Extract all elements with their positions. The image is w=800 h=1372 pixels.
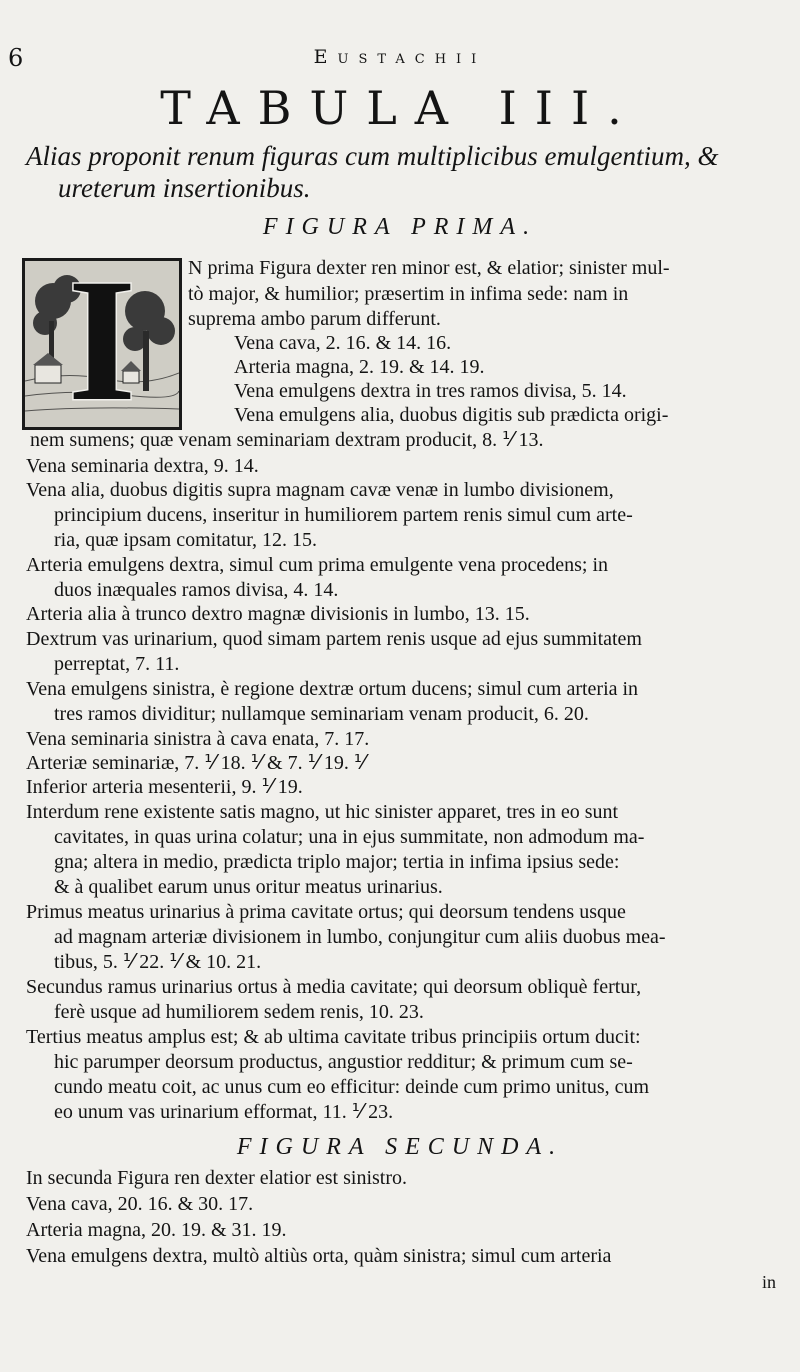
text-line: cundo meatu coit, ac unus cum eo efficitur: deinde cum primo unitus, cum <box>54 1076 650 1098</box>
text-line: principium ducens, inseritur in humiliorem partem renis simul cum arte- <box>54 504 633 526</box>
text-line: In secunda Figura ren dexter elatior est sinistro. <box>26 1167 407 1189</box>
subtitle-line-1: Alias proponit renum figuras cum multiplicibus emulgentium, & <box>26 141 719 171</box>
text-line: tibus, 5. ⅟ 22. ⅟ & 10. 21. <box>54 951 262 973</box>
text-line: Vena alia, duobus digitis supra magnam cavæ venæ in lumbo divisionem, <box>26 479 614 501</box>
text-line: Dextrum vas urinarium, quod simam partem renis usque ad ejus summitatem <box>26 628 642 650</box>
text-line: Inferior arteria mesenterii, 9. ⅟ 19. <box>26 776 303 798</box>
section-heading-figura-prima: FIGURA PRIMA. <box>262 214 538 240</box>
page-title: TABULA III. <box>160 81 640 135</box>
text-line: Vena cava, 20. 16. & 30. 17. <box>26 1193 254 1215</box>
running-head: Eustachii <box>313 46 487 68</box>
text-line: Vena emulgens alia, duobus digitis sub prædicta origi- <box>234 404 669 426</box>
text-line: Arteria magna, 2. 19. & 14. 19. <box>234 356 485 378</box>
text-line: eo unum vas urinarium efformat, 11. ⅟ 23. <box>54 1101 394 1123</box>
text-line: & à qualibet earum unus oritur meatus urinarius. <box>54 876 443 898</box>
catchword: in <box>762 1272 777 1292</box>
text-line: perreptat, 7. 11. <box>54 653 180 675</box>
text-line: Vena cava, 2. 16. & 14. 16. <box>234 332 452 354</box>
text-line: Interdum rene existente satis magno, ut hic sinister apparet, tres in eo sunt <box>26 801 619 823</box>
initial-letter: I <box>67 258 137 430</box>
subtitle-line-2: ureterum insertionibus. <box>58 173 311 203</box>
text-line: duos inæquales ramos divisa, 4. 14. <box>54 579 339 601</box>
section-heading-figura-secunda: FIGURA SECUNDA. <box>236 1134 564 1160</box>
text-line: Arteria emulgens dextra, simul cum prima emulgente vena procedens; in <box>26 554 609 576</box>
text-line: Vena emulgens dextra in tres ramos divisa, 5. 14. <box>234 380 627 402</box>
text-line: Arteria alia à trunco dextro magnæ divisionis in lumbo, 13. 15. <box>26 603 530 625</box>
text-line: tò major, & humilior; præsertim in infima sede: nam in <box>188 283 629 305</box>
text-line: ferè usque ad humiliorem sedem renis, 10. 23. <box>54 1001 424 1023</box>
text-line: Tertius meatus amplus est; & ab ultima cavitate tribus principiis ortum ducit: <box>26 1026 641 1048</box>
text-line: Vena seminaria dextra, 9. 14. <box>26 455 259 477</box>
text-line: N prima Figura dexter ren minor est, & elatior; sinister mul- <box>188 257 670 279</box>
text-line: Vena seminaria sinistra à cava enata, 7. 17. <box>26 728 370 750</box>
text-line: hic parumper deorsum productus, angustior redditur; & primum cum se- <box>54 1051 633 1073</box>
subtitle <box>26 140 796 204</box>
page-number: 6 <box>8 44 24 72</box>
text-line: suprema ambo parum differunt. <box>188 308 441 330</box>
text-line: ad magnam arteriæ divisionem in lumbo, conjungitur cum aliis duobus mea- <box>54 926 666 948</box>
text-line: Secundus ramus urinarius ortus à media cavitate; qui deorsum obliquè fertur, <box>26 976 642 998</box>
text-line: nem sumens; quæ venam seminariam dextram producit, 8. ⅟ 13. <box>30 429 544 451</box>
text-line: gna; altera in medio, prædicta triplo major; tertia in infima ipsius sede: <box>54 851 620 873</box>
text-line: Vena emulgens sinistra, è regione dextræ ortum ducens; simul cum arteria in <box>26 678 639 700</box>
text-line: ria, quæ ipsam comitatur, 12. 15. <box>54 529 318 551</box>
text-line: Primus meatus urinarius à prima cavitate ortus; qui deorsum tendens usque <box>26 901 626 923</box>
text-line: cavitates, in quas urina colatur; una in ejus summitate, non admodum ma- <box>54 826 645 848</box>
text-line: Arteria magna, 20. 19. & 31. 19. <box>26 1219 287 1241</box>
decorated-initial <box>22 258 182 430</box>
text-line: tres ramos dividitur; nullamque seminariam venam producit, 6. 20. <box>54 703 589 725</box>
text-line: Arteriæ seminariæ, 7. ⅟ 18. ⅟ & 7. ⅟ 19. ⅟ <box>26 752 366 774</box>
text-line: Vena emulgens dextra, multò altiùs orta, quàm sinistra; simul cum arteria <box>26 1245 612 1267</box>
